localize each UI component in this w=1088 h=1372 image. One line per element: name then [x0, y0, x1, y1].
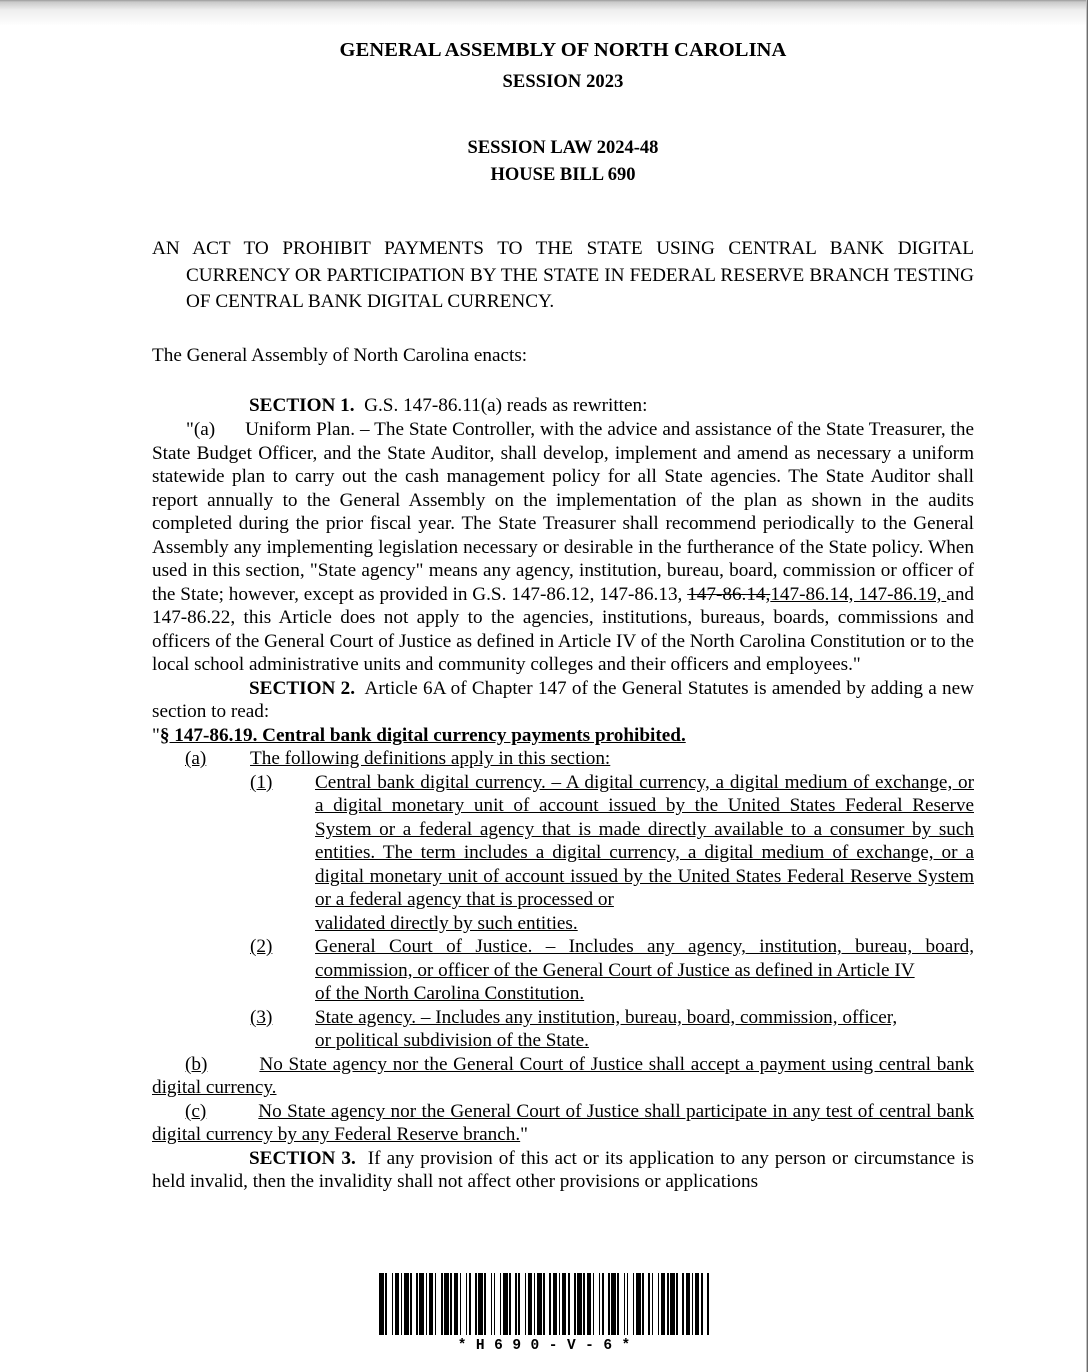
definition-tail-text: validated directly by such entities.	[315, 912, 578, 934]
section-2-lead	[152, 677, 974, 724]
section-1-lead	[152, 394, 974, 418]
subsection-a-marker: (a)	[185, 748, 207, 770]
subsection-a-text: The following definitions apply in this section:	[250, 748, 611, 770]
definition-item	[152, 1006, 974, 1030]
barcode-image	[379, 1273, 708, 1335]
subsection-b-marker: (b)	[185, 1053, 208, 1075]
definition-tail-text: or political subdivision of the State.	[315, 1030, 589, 1052]
subsection-name: Uniform Plan. –	[245, 418, 370, 440]
statute-heading: § 147-86.19. Central bank digital currency payments prohibited.	[159, 724, 686, 746]
definition-marker: (3)	[250, 1006, 273, 1028]
section-1-text-part1: The State Controller, with the advice and assistance of the State Treasurer, the State Budget Officer, and the State Auditor, shall develop, implement and amend as necessary a uniform statewide plan to carry out the cash management policy for all State agencies. The State Auditor shall report annually to the General Assembly on the implementation of the plan as shown in the audits completed during the prior fiscal year. The State Treasurer shall recommend periodically to the General Assembly any implementing legislation necessary or desirable in the furtherance of the State policy. When used in this section, "State agency" means any agency, institution, bureau, board, commission or officer of the State; however, except as provided in G.S. 147-86.12, 147-86.13,	[152, 418, 975, 605]
section-1-subsection-a	[152, 418, 974, 677]
section-2-label: SECTION 2.	[249, 677, 356, 699]
definition-text: General Court of Justice. – Includes any agency, institution, bureau, board, commission, or officer of the General Court of Justice as defined in Article IV	[315, 936, 974, 981]
definition-item	[152, 935, 974, 982]
barcode-area	[0, 1260, 1088, 1354]
deleted-statute-citations: 147-86.14,	[687, 583, 771, 605]
subsection-c-marker: (c)	[185, 1100, 207, 1122]
definition-tail-text: of the North Carolina Constitution.	[315, 983, 585, 1005]
assembly-title: GENERAL ASSEMBLY OF NORTH CAROLINA	[339, 39, 787, 61]
enacting-clause: The General Assembly of North Carolina enacts:	[152, 345, 528, 367]
document-content	[152, 0, 974, 1194]
subsection-c	[152, 1100, 974, 1147]
section-3-label: SECTION 3.	[249, 1147, 356, 1169]
subsection-b-text: No State agency nor the General Court of Justice shall accept a payment using central bank digital currency.	[152, 1053, 974, 1099]
session-year: SESSION 2023	[502, 72, 624, 93]
definition-item-tail	[152, 1029, 974, 1053]
definition-text: State agency. – Includes any institution, bureau, board, commission, officer,	[315, 1006, 898, 1028]
act-title: AN ACT TO PROHIBIT PAYMENTS TO THE STATE USING CENTRAL BANK DIGITAL CURRENCY OR PARTICIPATION BY THE STATE IN FEDERAL RESERVE BRANCH TESTING OF CENTRAL BANK DIGITAL CURRENCY.	[152, 238, 974, 312]
bill-number: HOUSE BILL 690	[490, 164, 636, 185]
definition-item-tail	[152, 912, 974, 936]
section-2-lead-text: Article 6A of Chapter 147 of the General Statutes is amended by adding a new section to read:	[152, 677, 974, 723]
barcode-label: *H690-V-6*	[457, 1338, 640, 1354]
definition-marker: (1)	[250, 771, 273, 793]
section-3	[152, 1147, 974, 1194]
section-1-lead-text: G.S. 147-86.11(a) reads as rewritten:	[364, 395, 648, 417]
definition-marker: (2)	[250, 936, 273, 958]
definition-item-tail	[152, 982, 974, 1006]
subsection-b	[152, 1053, 974, 1100]
section-1-label: SECTION 1.	[249, 395, 355, 417]
session-law-number: SESSION LAW 2024-48	[467, 138, 659, 159]
spacer	[152, 95, 974, 135]
section-1-text-part2: and 147-86.22, this Article does not apply to the agencies, institutions, bureaus, boards, commissions and officers of the General Court of Justice as defined in Article IV of the North Carolina Constitution or to the local school administrative units and community colleges and their officers and employees."	[152, 583, 975, 676]
statute-quote-mark: "	[152, 724, 160, 746]
quote-open-marker: "(a)	[186, 418, 216, 440]
subsection-a	[152, 747, 974, 771]
statute-heading-line	[152, 724, 974, 748]
statute-quote-close: "	[520, 1124, 528, 1146]
definition-text: Central bank digital currency. – A digital currency, a digital medium of exchange, or a digital monetary unit of account issued by the United States Federal Reserve System or a federal agency that is made directly available to a consumer by such entities. The term includes a digital currency, a digital medium of exchange, or a digital monetary unit of account issued by the United States Federal Reserve System or a federal agency that is processed or	[315, 771, 974, 911]
subsection-c-text: No State agency nor the General Court of Justice shall participate in any test of central bank digital currency by any Federal Reserve branch.	[152, 1100, 974, 1146]
section-1-block	[152, 394, 974, 1194]
definition-item	[152, 771, 974, 912]
section-3-text: If any provision of this act or its application to any person or circumstance is held invalid, then the invalidity shall not affect other provisions or applications	[152, 1147, 974, 1193]
inserted-statute-citations: 147-86.14, 147-86.19,	[770, 583, 942, 605]
